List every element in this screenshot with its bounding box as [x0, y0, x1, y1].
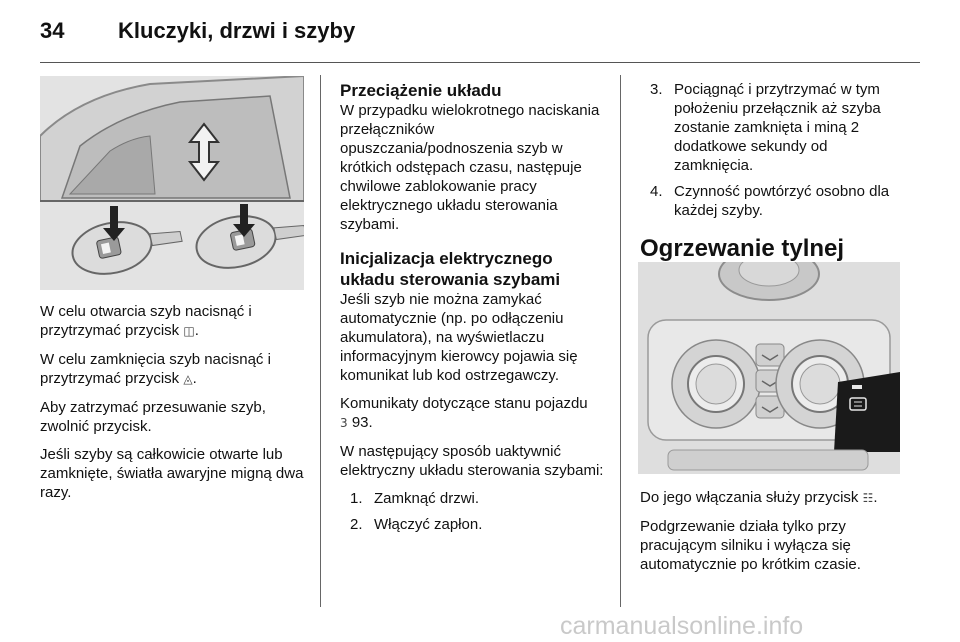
- column-divider-1: [320, 75, 321, 607]
- page-reference: 93.: [351, 414, 373, 431]
- vehicle-messages-paragraph: [340, 394, 608, 433]
- watermark-text: carmanualsonline.info: [560, 612, 804, 640]
- list-item: 4. Czynność powtórzyć osobno dla każdej szyby.: [650, 183, 890, 219]
- open-windows-text: W celu otwarcia szyb nacisnąć i przytrzymać przycisk: [40, 303, 252, 339]
- stop-movement-paragraph: Aby zatrzymać przesuwanie szyb, zwolnić przycisk.: [40, 399, 266, 435]
- overload-heading: Przeciążenie układu: [340, 81, 502, 100]
- list-item: 1. Zamknąć drzwi.: [350, 490, 480, 507]
- page-header: [40, 14, 920, 54]
- initialization-paragraph: Jeśli szyb nie można zamykać automatycznie (np. po odłączeniu akumulatora), na wyświetlaczu informacyjnym kierowcy pojawia się komunikat lub kod ostrzegawczy.: [340, 291, 578, 384]
- column-middle: [340, 80, 608, 543]
- close-windows-text: W celu zamknięcia szyb nacisnąć i przytrzymać przycisk: [40, 351, 271, 387]
- steps-list-b: [650, 80, 902, 220]
- lock-key-icon: ◬: [183, 372, 193, 386]
- list-item: 2. Włączyć zapłon.: [350, 516, 483, 533]
- rear-window-heating-heading: Ogrzewanie tylnej: [640, 235, 845, 262]
- open-windows-paragraph: W celu otwarcia szyb nacisnąć i przytrzymać przycisk ◫.: [40, 303, 252, 339]
- key-fob-window-illustration: [40, 76, 304, 290]
- overload-paragraph: W przypadku wielokrotnego naciskania przełączników opuszczania/podnoszenia szyb w krótkich odstępach czasu, następuje chwilowe zablokowanie pracy elektrycznego układu sterowania szybami.: [340, 102, 600, 233]
- initialization-heading: Inicjalizacja elektrycznego układu sterowania szybami: [340, 249, 561, 289]
- chapter-title: Kluczyki, drzwi i szyby: [118, 18, 356, 43]
- column-divider-2: [620, 75, 621, 607]
- page-reference-symbol: 3: [340, 416, 348, 430]
- header-divider: [40, 62, 920, 63]
- activation-paragraph: W następujący sposób uaktywnić elektryczny układu sterowania szybami:: [340, 443, 604, 479]
- unlock-key-icon: ◫: [183, 324, 195, 338]
- defrost-button-paragraph: Do jego włączania służy przycisk ☷.: [640, 489, 878, 506]
- climate-panel-svg: [638, 262, 900, 474]
- key-fob-window-svg: [40, 76, 304, 290]
- list-item: 3. Pociągnąć i przytrzymać w tym położeniu przełącznik aż szyba zostanie zamknięta i miną 2 dodatkowe sekundy od zamknięcia.: [650, 81, 881, 174]
- defrost-button-text: Do jego włączania służy przycisk: [640, 489, 859, 506]
- steps-list-a: [350, 489, 608, 534]
- hazard-lights-paragraph: Jeśli szyby są całkowicie otwarte lub zamknięte, światła awaryjne migną dwa razy.: [40, 446, 304, 501]
- rear-window-heating-icon: ☷: [862, 491, 874, 505]
- close-windows-paragraph: W celu zamknięcia szyb nacisnąć i przytrzymać przycisk ◬.: [40, 351, 271, 387]
- page-number: 34: [40, 18, 65, 43]
- column-right-bottom: [640, 488, 902, 583]
- vehicle-messages-text: Komunikaty dotyczące stanu pojazdu: [340, 395, 588, 412]
- defrost-info-paragraph: Podgrzewanie działa tylko przy pracującym silniku i wyłącza się automatycznie po krótkim czasie.: [640, 518, 861, 573]
- column-left: [40, 302, 310, 511]
- climate-panel-illustration: [638, 262, 900, 474]
